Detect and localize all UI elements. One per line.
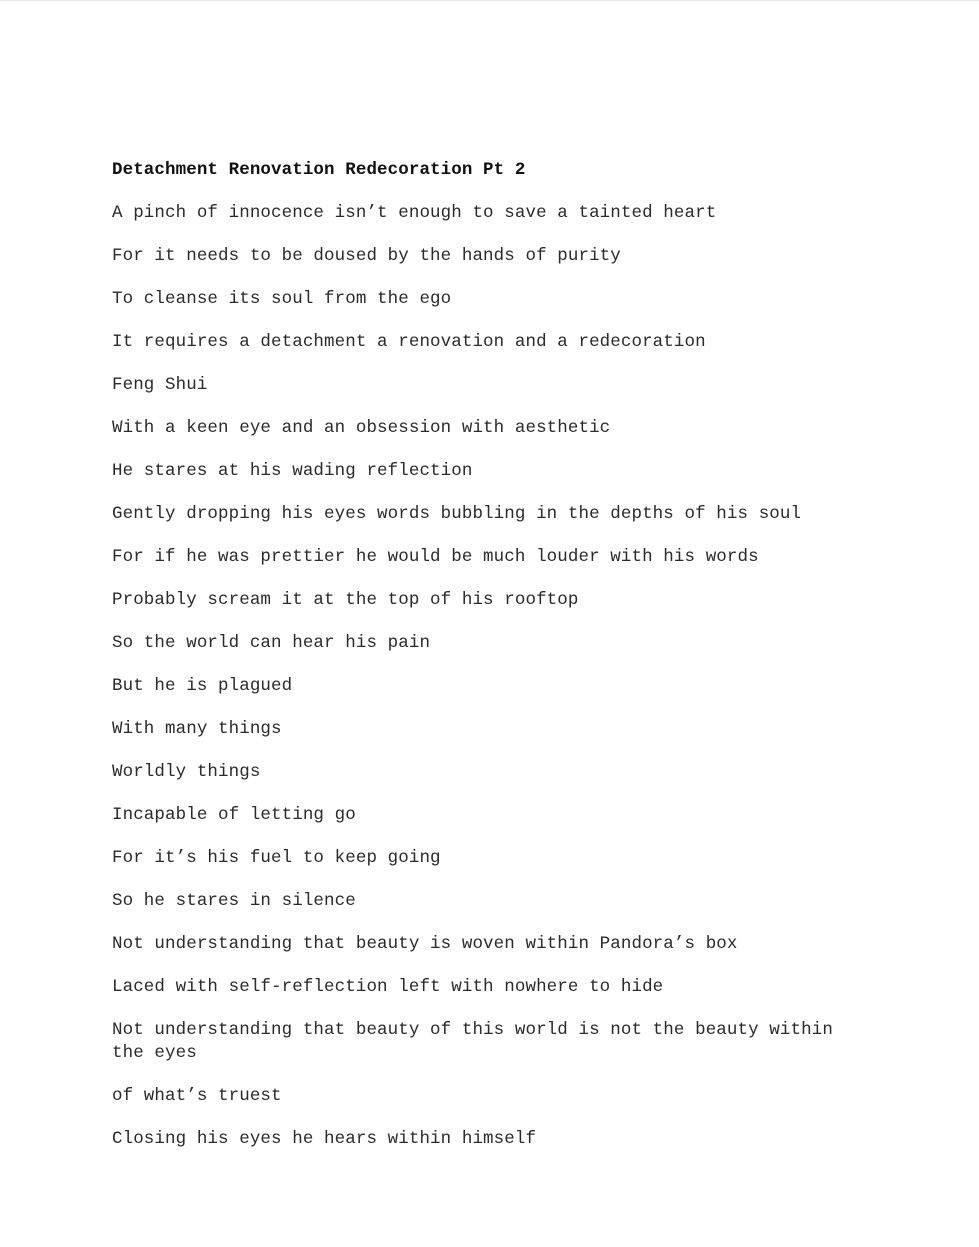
poem-line: Incapable of letting go: [112, 805, 356, 825]
poem-line: A pinch of innocence isn’t enough to save a tainted heart: [112, 203, 717, 223]
poem-line: Not understanding that beauty of this world is not the beauty within the eyes: [112, 1020, 833, 1063]
poem-line: Laced with self-reflection left with nowhere to hide: [112, 977, 664, 997]
poem-line: Feng Shui: [112, 375, 208, 395]
poem-line: For it’s his fuel to keep going: [112, 848, 441, 868]
poem-line: He stares at his wading reflection: [112, 461, 473, 481]
poem-line: For if he was prettier he would be much louder with his words: [112, 547, 759, 567]
poem-line: With a keen eye and an obsession with aesthetic: [112, 418, 611, 438]
poem-line: Worldly things: [112, 762, 261, 782]
poem-line: Not understanding that beauty is woven within Pandora’s box: [112, 934, 738, 954]
poem-line: With many things: [112, 719, 282, 739]
poem-line: of what’s truest: [112, 1086, 282, 1106]
poem-line: Probably scream it at the top of his rooftop: [112, 590, 579, 610]
poem-line: But he is plagued: [112, 676, 293, 696]
poem-line: Closing his eyes he hears within himself: [112, 1129, 537, 1149]
poem-line: So he stares in silence: [112, 891, 356, 911]
poem-line: So the world can hear his pain: [112, 633, 431, 653]
poem-line: It requires a detachment a renovation and a redecoration: [112, 332, 706, 352]
poem-line: For it needs to be doused by the hands of purity: [112, 246, 621, 266]
poem-line: To cleanse its soul from the ego: [112, 289, 452, 309]
poem-body: [112, 159, 872, 1171]
poem-line: Gently dropping his eyes words bubbling in the depths of his soul: [112, 504, 802, 524]
poem-title: Detachment Renovation Redecoration Pt 2: [112, 160, 526, 180]
